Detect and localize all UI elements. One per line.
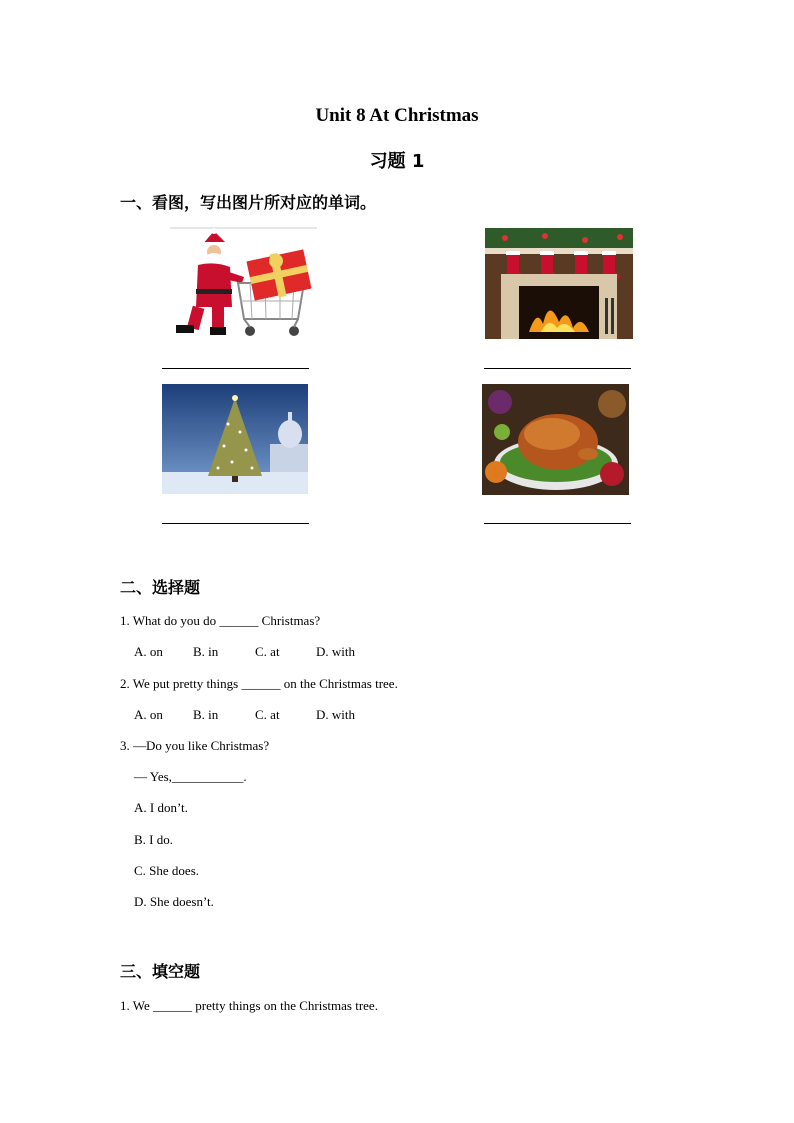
option-b[interactable]: B. I do. xyxy=(134,832,173,847)
question-2-2-options xyxy=(134,707,434,723)
section-3-heading: 三、填空题 xyxy=(120,962,201,981)
question-2-1: 1. What do you do ______ Christmas? xyxy=(120,613,321,628)
answer-blank-3[interactable] xyxy=(162,523,309,524)
option-c[interactable]: C. at xyxy=(255,644,280,659)
section-2-heading: 二、选择题 xyxy=(120,578,201,597)
christmas-tree-icon xyxy=(162,384,308,494)
option-d[interactable]: D. with xyxy=(316,707,355,722)
option-b[interactable]: B. in xyxy=(193,644,219,659)
option-b[interactable]: B. in xyxy=(193,707,219,722)
option-c[interactable]: C. at xyxy=(255,707,280,722)
question-2-3: 3. —Do you like Christmas? xyxy=(120,738,270,753)
question-2-3-answer-line: — Yes,___________. xyxy=(134,769,247,784)
santa-shopping-cart-icon xyxy=(170,227,317,339)
question-2-1-options xyxy=(134,644,434,660)
page-title: Unit 8 At Christmas xyxy=(315,105,479,126)
option-a[interactable]: A. on xyxy=(134,644,163,659)
option-d[interactable]: D. with xyxy=(316,644,355,659)
option-d[interactable]: D. She doesn’t. xyxy=(134,894,214,909)
question-3-1: 1. We ______ pretty things on the Christmas tree. xyxy=(120,998,378,1013)
question-2-2: 2. We put pretty things ______ on the Christmas tree. xyxy=(120,676,398,691)
option-c[interactable]: C. She does. xyxy=(134,863,199,878)
section-1-heading: 一、看图，写出图片所对应的单词。 xyxy=(120,193,377,212)
roast-turkey-icon xyxy=(482,384,629,495)
answer-blank-4[interactable] xyxy=(484,523,631,524)
option-a[interactable]: A. on xyxy=(134,707,163,722)
answer-blank-1[interactable] xyxy=(162,368,309,369)
option-a[interactable]: A. I don’t. xyxy=(134,800,188,815)
fireplace-stockings-icon xyxy=(485,228,633,339)
page-subtitle: 习题 1 xyxy=(369,151,425,172)
answer-blank-2[interactable] xyxy=(484,368,631,369)
